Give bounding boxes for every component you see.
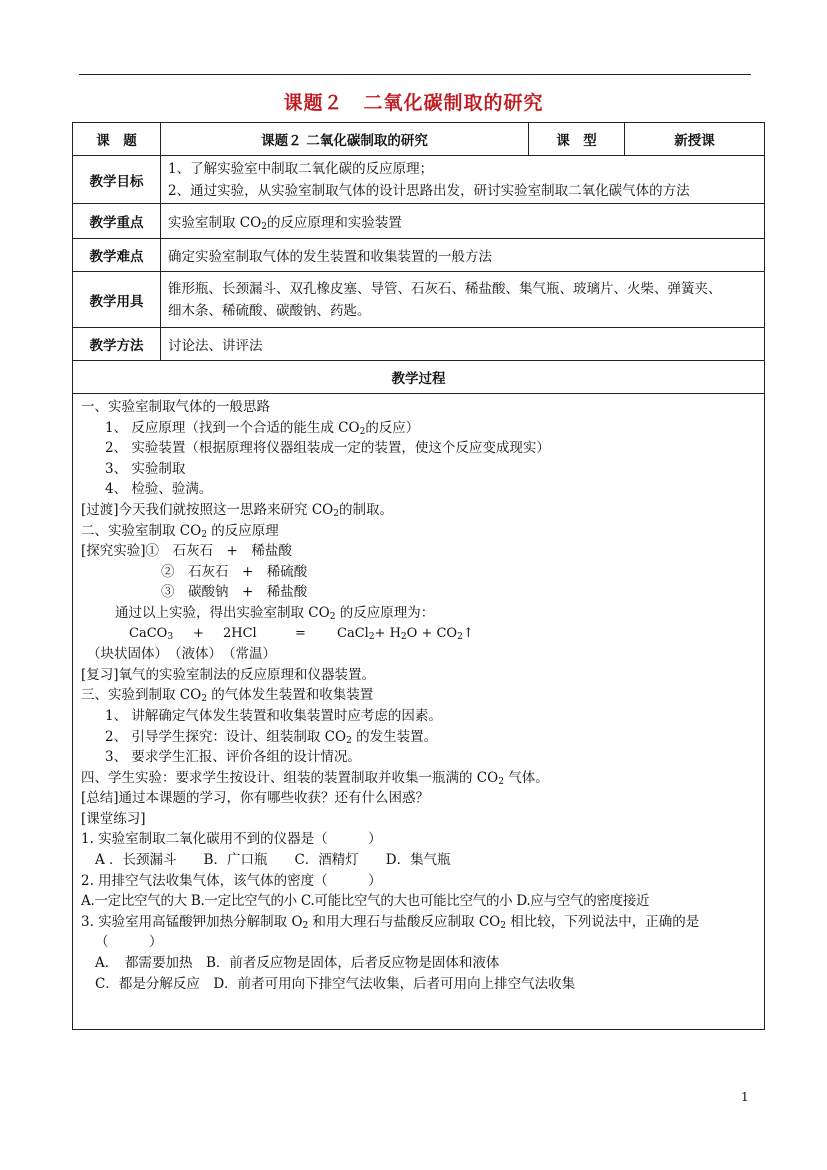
s2-text-post: 的反应原理 bbox=[206, 522, 279, 539]
question-2: 2. 用排空气法收集气体，该气体的密度（ ） bbox=[81, 872, 382, 889]
s1-1-text: 1、 反应原理（找到一个合适的能生成 CO bbox=[105, 419, 360, 436]
eq-cacl2: CaCl bbox=[337, 625, 369, 641]
key-text: 实验室制取 CO bbox=[168, 215, 262, 231]
section-1-item-2: 2、 实验装置（根据原理将仪器组装成一定的装置，使这个反应变成现实） bbox=[105, 440, 550, 457]
question-1: 1. 实验室制取二氧化碳用不到的仪器是（ ） bbox=[81, 831, 382, 848]
tools-value bbox=[161, 272, 765, 328]
conclusion-text-post: 的反应原理为： bbox=[335, 604, 435, 621]
difficulty-value: 确定实验室制取气体的发生装置和收集装置的一般方法 bbox=[161, 239, 765, 272]
method-label: 教学方法 bbox=[73, 328, 161, 361]
section-1-item-1: 1、 反应原理（找到一个合适的能生成 $CO_2$的反应） bbox=[105, 419, 420, 437]
s3-text-post: 的气体发生装置和收集装置 bbox=[206, 687, 374, 704]
goals-label: 教学目标 bbox=[73, 156, 161, 204]
experiment-2: ② 石灰石 + 稀硫酸 bbox=[161, 563, 308, 580]
row-method bbox=[73, 328, 765, 361]
method-value: 讨论法、讲评法 bbox=[161, 328, 765, 361]
s3-2-text-post: 的发生装置。 bbox=[351, 728, 438, 745]
row-topic bbox=[73, 123, 765, 156]
difficulty-label: 教学难点 bbox=[73, 239, 161, 272]
key-value bbox=[161, 204, 765, 239]
question-3: 3. 实验室用高锰酸钾加热分解制取 $O_2$ 和用大理石与盐酸反应制取 $CO_2$ 相比较，下列说法中，正确的是 bbox=[81, 913, 700, 931]
eq-h: + H bbox=[374, 625, 401, 641]
topic-label: 课 题 bbox=[73, 123, 161, 156]
eq-caco3-sub: 3 bbox=[167, 631, 174, 642]
document-title: 课题２ 二氧化碳制取的研究 bbox=[283, 92, 544, 114]
eq-hcl: 2HCl bbox=[223, 625, 257, 641]
section-4-heading: 四、学生实验：要求学生按设计、组装的装置制取并收集一瓶满的 $CO_2$ 气体。 bbox=[81, 769, 549, 787]
eq-h2o-sub: 2 bbox=[400, 631, 407, 642]
page-number: 1 bbox=[741, 1090, 749, 1104]
review-line: [复习]氧气的实验室制法的反应原理和仪器装置。 bbox=[81, 666, 376, 683]
section-1-item-4: 4、 检验、验满。 bbox=[105, 481, 213, 498]
transition-line: [过渡]今天我们就按照这一思路来研究 $CO_2$的制取。 bbox=[81, 501, 393, 519]
row-process-heading bbox=[73, 361, 765, 394]
q3-text-mid: 和用大理石与盐酸反应制取 CO bbox=[308, 913, 501, 930]
key-sub: 2 bbox=[261, 222, 267, 232]
row-process-body bbox=[73, 394, 765, 1030]
row-key-points bbox=[73, 204, 765, 239]
conclusion-text: 通过以上实验，得出实验室制取 CO bbox=[115, 604, 330, 621]
process-heading: 教学过程 bbox=[73, 361, 765, 394]
eq-equals: = bbox=[295, 625, 306, 641]
s4-text-post: 气体。 bbox=[503, 769, 549, 786]
type-value: 新授课 bbox=[625, 123, 765, 156]
transition-text-post: 的制取。 bbox=[338, 501, 393, 518]
s4-text: 四、学生实验：要求学生按设计、组装的装置制取并收集一瓶满的 CO bbox=[81, 769, 499, 786]
section-3-heading: 三、实验到制取 $CO_2$ 的气体发生装置和收集装置 bbox=[81, 687, 374, 705]
question-3-options-cd: C．都是分解反应 D．前者可用向下排空气法收集，后者可用向上排空气法收集 bbox=[95, 975, 576, 992]
question-1-options: A ．长颈漏斗 B．广口瓶 C．酒精灯 D．集气瓶 bbox=[95, 852, 451, 869]
section-1-item-3: 3、 实验制取 bbox=[105, 460, 186, 477]
s2-text: 二、实验室制取 CO bbox=[81, 522, 202, 539]
section-3-item-3: 3、 要求学生汇报、评价各组的设计情况。 bbox=[105, 749, 361, 766]
process-body bbox=[73, 394, 765, 1030]
eq-cacl2-sub: 2 bbox=[368, 631, 375, 642]
question-3-options-ab: A． 都需要加热 B．前者反应物是固体，后者反应物是固体和液体 bbox=[95, 955, 500, 972]
eq-caco3: CaCO bbox=[129, 625, 168, 641]
s1-1-text-post: 的反应） bbox=[365, 419, 420, 436]
eq-o-co: O + CO bbox=[406, 625, 458, 641]
conclusion-line: 通过以上实验，得出实验室制取 $CO_2$ 的反应原理为： bbox=[115, 604, 435, 622]
summary-line: [总结]通过本课题的学习，你有哪些收获？还有什么困惑？ bbox=[81, 790, 430, 807]
tools-line-2: 细木条、稀硫酸、碳酸钠、药匙。 bbox=[168, 302, 371, 319]
row-goals bbox=[73, 156, 765, 204]
practice-heading: [课堂练习] bbox=[81, 810, 146, 827]
lesson-plan-table bbox=[72, 122, 765, 1030]
eq-co2-sub: 2 bbox=[457, 631, 463, 642]
question-3-blank: （ ） bbox=[95, 934, 163, 951]
tools-label: 教学用具 bbox=[73, 272, 161, 328]
goal-line-1: 1、了解实验室中制取二氧化碳的反应原理； bbox=[168, 160, 434, 177]
question-2-options: A.一定比空气的大 B.一定比空气的小 C.可能比空气的大也可能比空气的小 D.应与空气的密度接近 bbox=[81, 893, 650, 910]
s3-2-text: 2、 引导学生探究：设计、组装制取 CO bbox=[105, 728, 347, 745]
goals-value bbox=[161, 156, 765, 204]
section-1-heading: 一、实验室制取气体的一般思路 bbox=[81, 399, 270, 415]
topic-value: 课题２ 二氧化碳制取的研究 bbox=[161, 123, 529, 156]
row-tools bbox=[73, 272, 765, 328]
experiment-3: ③ 碳酸钠 + 稀盐酸 bbox=[161, 584, 308, 601]
goal-line-2: 2、通过实验，从实验室制取气体的设计思路出发，研讨实验室制取二氧化碳气体的方法 bbox=[168, 182, 690, 199]
header-rule bbox=[79, 74, 751, 75]
reaction-states: （块状固体） （液体） （常温） bbox=[87, 646, 276, 663]
tools-line-1: 锥形瓶、长颈漏斗、双孔橡皮塞、导管、石灰石、稀盐酸、集气瓶、玻璃片、火柴、弹簧夹、 bbox=[168, 280, 722, 297]
key-label: 教学重点 bbox=[73, 204, 161, 239]
transition-text: [过渡]今天我们就按照这一思路来研究 CO bbox=[81, 501, 334, 518]
q3-text: 3. 实验室用高锰酸钾加热分解制取 O bbox=[81, 913, 303, 930]
section-3-item-1: 1、 讲解确定气体发生装置和收集装置时应考虑的因素。 bbox=[105, 707, 442, 724]
eq-plus: + bbox=[193, 625, 204, 641]
row-difficulty bbox=[73, 239, 765, 272]
type-label: 课 型 bbox=[529, 123, 625, 156]
gas-arrow-icon: ↑ bbox=[462, 625, 474, 641]
section-3-item-2: 2、 引导学生探究：设计、组装制取 $CO_2$ 的发生装置。 bbox=[105, 728, 438, 746]
key-text-post: 的反应原理和实验装置 bbox=[266, 215, 402, 231]
section-2-heading: 二、实验室制取 $CO_2$ 的反应原理 bbox=[81, 522, 279, 540]
s3-text: 三、实验到制取 CO bbox=[81, 687, 202, 704]
q3-text-post: 相比较，下列说法中，正确的是 bbox=[505, 913, 700, 930]
reaction-equation bbox=[81, 624, 756, 645]
experiment-1: [探究实验]① 石灰石 + 稀盐酸 bbox=[81, 543, 292, 560]
